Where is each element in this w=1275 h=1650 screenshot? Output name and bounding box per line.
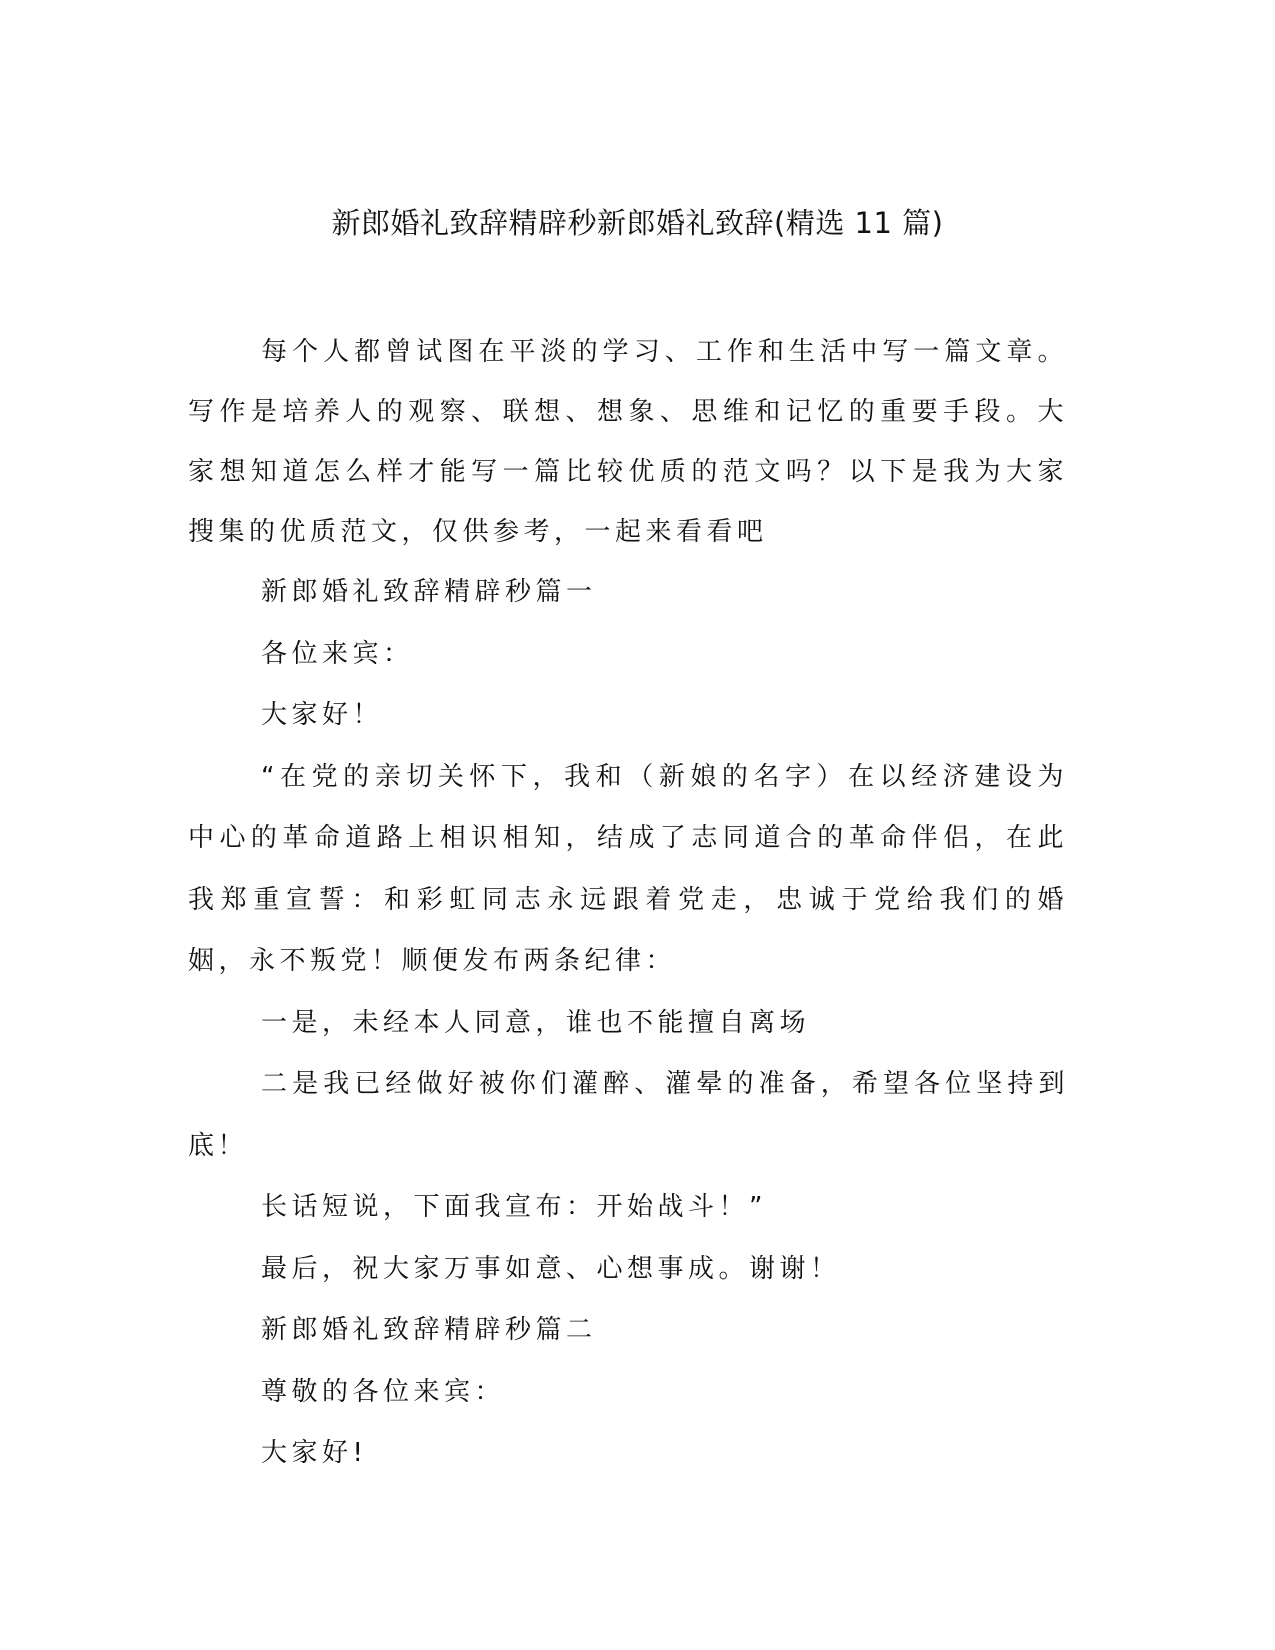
document-body: [188, 322, 1068, 1485]
rule-two: 二是我已经做好被你们灌醉、灌晕的准备，希望各位坚持到底！: [188, 1069, 1068, 1161]
rule-one: 一是，未经本人同意，谁也不能擅自离场: [261, 1007, 811, 1038]
section-heading-1: 新郎婚礼致辞精辟秒篇一: [261, 577, 597, 607]
greeting: 大家好！: [261, 700, 384, 730]
closing-announcement: 长话短说，下面我宣布：开始战斗！”: [261, 1192, 767, 1222]
closing-wishes: 最后，祝大家万事如意、心想事成。谢谢！: [261, 1253, 841, 1284]
intro-paragraph: 每个人都曾试图在平淡的学习、工作和生活中写一篇文章。写作是培养人的观察、联想、想象、思维和记忆的重要手段。大家想知道怎么样才能写一篇比较优质的范文吗？以下是我为大家搜集的优质范文，仅供参考，一起来看看吧: [188, 337, 1068, 547]
section-heading-2: 新郎婚礼致辞精辟秒篇二: [261, 1315, 597, 1345]
document-title: 新郎婚礼致辞精辟秒新郎婚礼致辞(精选 11 篇): [331, 206, 944, 240]
salutation: 各位来宾：: [261, 638, 414, 669]
greeting-2: 大家好!: [261, 1438, 368, 1468]
speech-paragraph: “在党的亲切关怀下，我和（新娘的名字）在以经济建设为中心的革命道路上相识相知，结成了志同道合的革命伴侣，在此我郑重宣誓：和彩虹同志永远跟着党走，忠诚于党给我们的婚姻，永不叛党！顺便发布两条纪律：: [188, 761, 1068, 976]
salutation-2: 尊敬的各位来宾：: [261, 1376, 506, 1407]
